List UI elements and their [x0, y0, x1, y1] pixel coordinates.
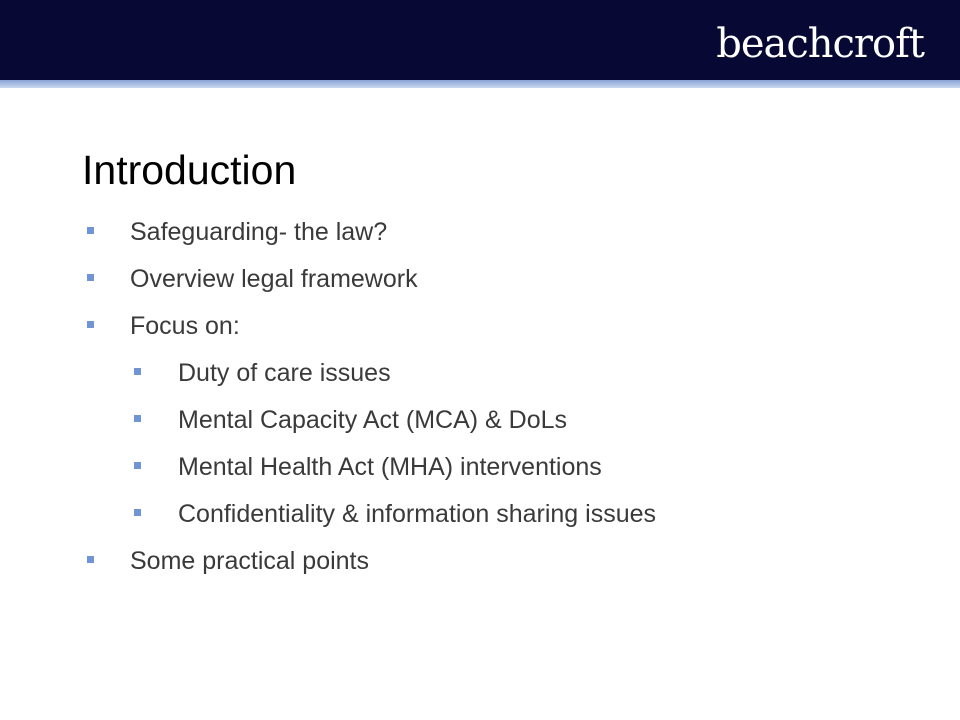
sub-bullet-item	[0, 494, 960, 541]
bullet-item	[0, 212, 960, 259]
bullet-item	[0, 306, 960, 353]
bullet-text: Some practical points	[130, 547, 370, 575]
sub-bullet-item	[0, 400, 960, 447]
square-bullet-icon	[87, 556, 94, 563]
header-divider	[0, 80, 960, 88]
bullet-text: Overview legal framework	[130, 265, 418, 293]
sub-bullet-text: Confidentiality & information sharing issues	[178, 500, 657, 528]
bullet-item	[0, 259, 960, 306]
sub-bullet-text: Mental Health Act (MHA) interventions	[178, 453, 602, 481]
header-band	[0, 0, 960, 80]
slide-title: Introduction	[82, 147, 297, 193]
square-bullet-icon	[134, 368, 141, 375]
square-bullet-icon	[134, 509, 141, 516]
sub-bullet-text: Mental Capacity Act (MCA) & DoLs	[178, 406, 568, 434]
bullet-item	[0, 541, 960, 588]
beachcroft-logo: beachcroft	[716, 21, 924, 67]
square-bullet-icon	[134, 462, 141, 469]
bullet-text: Focus on:	[130, 312, 240, 340]
sub-bullet-item	[0, 353, 960, 400]
bullet-text: Safeguarding- the law?	[130, 218, 388, 246]
square-bullet-icon	[134, 415, 141, 422]
square-bullet-icon	[87, 321, 94, 328]
bullet-list	[0, 212, 960, 588]
square-bullet-icon	[87, 227, 94, 234]
square-bullet-icon	[87, 274, 94, 281]
sub-bullet-text: Duty of care issues	[178, 359, 391, 387]
sub-bullet-item	[0, 447, 960, 494]
